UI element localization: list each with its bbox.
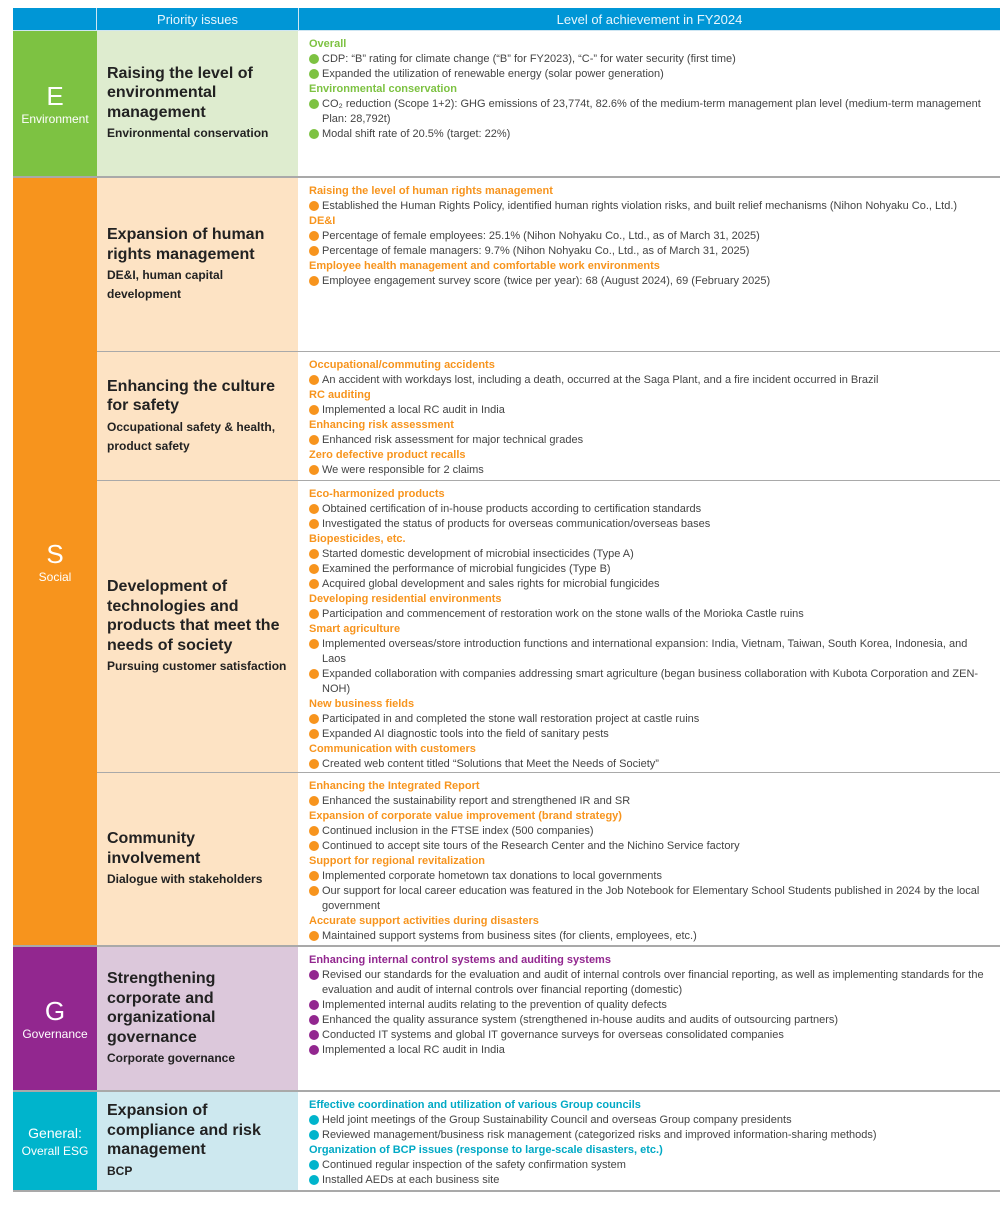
- bullet-dot-icon: [309, 276, 319, 286]
- achievement-item: [309, 637, 990, 667]
- achievement-item-text: Expanded the utilization of renewable energy (solar power generation): [322, 68, 664, 80]
- achievement-item-text: Continued inclusion in the FTSE index (500 companies): [322, 825, 594, 837]
- priority-issue-subtitle: Pursuing customer satisfaction: [107, 659, 287, 673]
- achievement-item: [309, 274, 990, 289]
- achievement-item-text: Established the Human Rights Policy, identified human rights violation risks, and built relief mechanisms (Nihon Nohyaku Co., Ltd.): [322, 200, 958, 212]
- priority-issue-cell: [97, 1092, 299, 1190]
- table-row: [97, 947, 1000, 1090]
- section-social: [13, 178, 1000, 947]
- achievement-item: [309, 577, 990, 592]
- bullet-dot-icon: [309, 405, 319, 415]
- achievement-subheading: Overall: [309, 38, 347, 50]
- achievement-item: [309, 97, 990, 127]
- achievement-item: [309, 199, 990, 214]
- achievement-cell: [299, 947, 1000, 1090]
- achievement-item-text: Maintained support systems from business sites (for clients, employees, etc.): [322, 930, 697, 942]
- achievement-item-text: Investigated the status of products for overseas communication/overseas bases: [322, 518, 711, 530]
- bullet-dot-icon: [309, 1130, 319, 1140]
- achievement-item-text: CDP: “B” rating for climate change (“B” for FY2023), “C-” for water security (first time): [322, 53, 736, 65]
- achievement-item: [309, 67, 990, 82]
- achievement-item: [309, 929, 990, 944]
- category-letter: E: [46, 80, 64, 111]
- bullet-dot-icon: [309, 1115, 319, 1125]
- table-row: [97, 480, 1000, 772]
- priority-issue-title: Raising the level of environmental management: [107, 64, 253, 121]
- achievement-item: [309, 52, 990, 67]
- achievement-item: [309, 869, 990, 884]
- achievement-item-text: Implemented a local RC audit in India: [322, 1044, 505, 1056]
- priority-issue-subtitle: Dialogue with stakeholders: [107, 872, 263, 886]
- bullet-dot-icon: [309, 129, 319, 139]
- bullet-dot-icon: [309, 519, 319, 529]
- achievement-item-text: Participation and commencement of restoration work on the stone walls of the Morioka Castle ruins: [322, 608, 804, 620]
- achievement-item: [309, 1128, 990, 1143]
- achievement-item-text: Acquired global development and sales rights for microbial fungicides: [322, 578, 660, 590]
- achievement-subheading: Expansion of corporate value improvement (brand strategy): [309, 810, 622, 822]
- achievement-item-text: Modal shift rate of 20.5% (target: 22%): [322, 128, 511, 140]
- achievement-item: [309, 562, 990, 577]
- achievement-item: [309, 127, 990, 142]
- achievement-item-text: Created web content titled “Solutions that Meet the Needs of Society”: [322, 758, 659, 770]
- achievement-subheading: Smart agriculture: [309, 623, 401, 635]
- section-governance: [13, 947, 1000, 1092]
- category-name: Environment: [21, 111, 89, 126]
- table-row: [97, 351, 1000, 480]
- category-name: Overall ESG: [21, 1144, 89, 1158]
- achievement-item-text: An accident with workdays lost, including a death, occurred at the Saga Plant, and a fire incident occurred in Brazil: [322, 374, 879, 386]
- header-achievement: Level of achievement in FY2024: [556, 11, 743, 27]
- achievement-subheading: Communication with customers: [309, 743, 476, 755]
- table-row: [97, 1092, 1000, 1190]
- achievement-item: [309, 757, 990, 772]
- bullet-dot-icon: [309, 669, 319, 679]
- achievement-subheading: Enhancing the Integrated Report: [309, 780, 480, 792]
- achievement-subheading: Raising the level of human rights management: [309, 185, 553, 197]
- achievement-subheading: Occupational/commuting accidents: [309, 359, 495, 371]
- category-letter: G: [44, 995, 66, 1026]
- bullet-dot-icon: [309, 54, 319, 64]
- achievement-item: [309, 1173, 990, 1188]
- achievement-cell: [299, 178, 1000, 351]
- table-row: [97, 772, 1000, 945]
- priority-issue-cell: [97, 947, 299, 1090]
- priority-issue-cell: [97, 352, 299, 480]
- achievement-item: [309, 244, 990, 259]
- bullet-dot-icon: [309, 841, 319, 851]
- bullet-dot-icon: [309, 729, 319, 739]
- achievement-item-text: Reviewed management/business risk management (categorized risks and improved information-sharing methods): [322, 1129, 877, 1141]
- category-letter: S: [46, 538, 64, 569]
- category-name: Governance: [22, 1026, 88, 1041]
- bullet-dot-icon: [309, 1030, 319, 1040]
- achievement-item-text: Continued regular inspection of the safety confirmation system: [322, 1159, 626, 1171]
- achievement-cell: [299, 352, 1000, 480]
- header-priority-issues: Priority issues: [97, 8, 299, 30]
- achievement-subheading: Enhancing risk assessment: [309, 419, 454, 431]
- achievement-item: [309, 1028, 990, 1043]
- bullet-dot-icon: [309, 375, 319, 385]
- priority-issue-subtitle: Occupational safety & health, product safety: [107, 419, 276, 453]
- priority-issue-title: Enhancing the culture for safety: [107, 377, 276, 414]
- priority-issue-cell: [97, 178, 299, 351]
- priority-issue-subtitle: BCP: [107, 1163, 133, 1178]
- achievement-cell: [299, 481, 1000, 772]
- achievement-item-text: Employee engagement survey score (twice per year): 68 (August 2024), 69 (February 2025): [322, 275, 771, 287]
- achievement-item-text: Implemented corporate hometown tax donations to local governments: [322, 870, 662, 882]
- achievement-subheading: RC auditing: [309, 389, 371, 401]
- achievement-subheading: Support for regional revitalization: [309, 855, 486, 867]
- achievement-item-text: CO₂ reduction (Scope 1+2): GHG emissions of 23,774t, 82.6% of the medium-term management plan level (medium-term management Plan: 28,792t): [322, 98, 981, 125]
- priority-issue-title: Development of technologies and products that meet the needs of society: [107, 578, 280, 654]
- achievement-item-text: Enhanced risk assessment for major technical grades: [322, 434, 584, 446]
- category-name: Social: [38, 569, 72, 584]
- priority-issue-title: Expansion of human rights management: [107, 226, 265, 263]
- achievement-item-text: Percentage of female managers: 9.7% (Nihon Nohyaku Co., Ltd., as of March 31, 2025): [322, 245, 750, 257]
- achievement-item: [309, 607, 990, 622]
- section-environment: [13, 31, 1000, 178]
- achievement-item: [309, 229, 990, 244]
- achievement-item-text: We were responsible for 2 claims: [322, 464, 484, 476]
- category-social: [13, 178, 97, 945]
- achievement-subheading: Environmental conservation: [309, 83, 457, 95]
- achievement-item-text: Our support for local career education was featured in the Job Notebook for Elementary School Students published in 2024 by the local government: [322, 885, 980, 912]
- achievement-item-text: Implemented a local RC audit in India: [322, 404, 505, 416]
- achievement-subheading: Accurate support activities during disasters: [309, 915, 539, 927]
- section-rows: [97, 31, 1000, 176]
- table-row: [97, 31, 1000, 176]
- achievement-item: [309, 1113, 990, 1128]
- achievement-item: [309, 517, 990, 532]
- achievement-subheading: Biopesticides, etc.: [309, 533, 406, 545]
- achievement-subheading: New business fields: [309, 698, 415, 710]
- achievement-item-text: Implemented overseas/store introduction functions and international expansion: India, Vietnam, Taiwan, South Korea, Indonesia, and Laos: [322, 638, 968, 665]
- achievement-item: [309, 839, 990, 854]
- bullet-dot-icon: [309, 1015, 319, 1025]
- achievement-item-text: Enhanced the sustainability report and strengthened IR and SR: [322, 795, 631, 807]
- bullet-dot-icon: [309, 1000, 319, 1010]
- achievement-item-text: Expanded collaboration with companies addressing smart agriculture (began business collaboration with Kubota Corporation and ZEN-NOH): [322, 668, 979, 695]
- achievement-subheading: Zero defective product recalls: [309, 449, 466, 461]
- achievement-subheading: Enhancing internal control systems and auditing systems: [309, 954, 611, 966]
- achievement-item: [309, 884, 990, 914]
- bullet-dot-icon: [309, 201, 319, 211]
- achievement-subheading: Organization of BCP issues (response to large-scale disasters, etc.): [309, 1144, 663, 1156]
- achievement-item-text: Started domestic development of microbial insecticides (Type A): [322, 548, 634, 560]
- bullet-dot-icon: [309, 759, 319, 769]
- achievement-item: [309, 403, 990, 418]
- priority-issue-cell: [97, 31, 299, 176]
- bullet-dot-icon: [309, 564, 319, 574]
- bullet-dot-icon: [309, 99, 319, 109]
- bullet-dot-icon: [309, 1045, 319, 1055]
- section-general: [13, 1092, 1000, 1192]
- achievement-subheading: Employee health management and comfortable work environments: [309, 260, 660, 272]
- achievement-cell: [299, 1092, 1000, 1190]
- achievement-item: [309, 433, 990, 448]
- bullet-dot-icon: [309, 246, 319, 256]
- table-row: [97, 178, 1000, 351]
- achievement-item-text: Expanded AI diagnostic tools into the field of sanitary pests: [322, 728, 609, 740]
- priority-issue-subtitle: Corporate governance: [107, 1051, 236, 1065]
- category-environment: [13, 31, 97, 176]
- priority-issue-title: Strengthening corporate and organizational governance: [107, 970, 216, 1046]
- bullet-dot-icon: [309, 639, 319, 649]
- bullet-dot-icon: [309, 579, 319, 589]
- achievement-item-text: Enhanced the quality assurance system (strengthened in-house audits and audits of outsourcing partners): [322, 1014, 839, 1026]
- achievement-item-text: Conducted IT systems and global IT governance surveys for overseas consolidated companies: [322, 1029, 784, 1041]
- achievement-item-text: Examined the performance of microbial fungicides (Type B): [322, 563, 611, 575]
- bullet-dot-icon: [309, 1175, 319, 1185]
- priority-issue-title: Community involvement: [107, 830, 201, 867]
- achievement-item-text: Installed AEDs at each business site: [322, 1174, 500, 1186]
- achievement-item: [309, 824, 990, 839]
- bullet-dot-icon: [309, 970, 319, 980]
- category-general: [13, 1092, 97, 1190]
- achievement-cell: [299, 773, 1000, 945]
- priority-issue-cell: [97, 481, 299, 772]
- achievement-item: [309, 968, 990, 998]
- bullet-dot-icon: [309, 886, 319, 896]
- achievement-subheading: Effective coordination and utilization of various Group councils: [309, 1099, 641, 1111]
- category-governance: [13, 947, 97, 1090]
- bullet-dot-icon: [309, 69, 319, 79]
- achievement-cell: [299, 31, 1000, 176]
- achievement-item: [309, 1043, 990, 1058]
- achievement-item: [309, 667, 990, 697]
- priority-issue-subtitle: DE&I, human capital development: [107, 268, 224, 301]
- achievement-item-text: Obtained certification of in-house products according to certification standards: [322, 503, 702, 515]
- section-rows: [97, 947, 1000, 1090]
- bullet-dot-icon: [309, 714, 319, 724]
- achievement-item-text: Implemented internal audits relating to the prevention of quality defects: [322, 999, 667, 1011]
- achievement-subheading: Developing residential environments: [309, 593, 502, 605]
- bullet-dot-icon: [309, 931, 319, 941]
- section-rows: [97, 1092, 1000, 1190]
- achievement-item: [309, 1013, 990, 1028]
- achievement-item: [309, 794, 990, 809]
- table-header: [13, 8, 1000, 31]
- achievement-item: [309, 998, 990, 1013]
- achievement-item-text: Held joint meetings of the Group Sustainability Council and overseas Group company presidents: [322, 1114, 792, 1126]
- bullet-dot-icon: [309, 435, 319, 445]
- achievement-item-text: Percentage of female employees: 25.1% (Nihon Nohyaku Co., Ltd., as of March 31, 2025): [322, 230, 760, 242]
- bullet-dot-icon: [309, 609, 319, 619]
- section-rows: [97, 178, 1000, 945]
- bullet-dot-icon: [309, 504, 319, 514]
- bullet-dot-icon: [309, 465, 319, 475]
- category-letter: General:: [28, 1125, 82, 1141]
- achievement-item-text: Continued to accept site tours of the Research Center and the Nichino Service factory: [322, 840, 740, 852]
- achievement-item: [309, 502, 990, 517]
- achievement-item-text: Revised our standards for the evaluation and audit of internal controls over financial reporting, as well as implementing standards for the evaluation and audit of internal controls over financial reporting (domestic): [322, 969, 984, 996]
- achievement-item: [309, 1158, 990, 1173]
- achievement-item: [309, 373, 990, 388]
- bullet-dot-icon: [309, 549, 319, 559]
- achievement-item: [309, 547, 990, 562]
- priority-issue-cell: [97, 773, 299, 945]
- achievement-item: [309, 463, 990, 478]
- achievement-subheading: DE&I: [309, 215, 336, 227]
- header-category-cell: [13, 8, 97, 30]
- bullet-dot-icon: [309, 231, 319, 241]
- achievement-subheading: Eco-harmonized products: [309, 488, 445, 500]
- bullet-dot-icon: [309, 1160, 319, 1170]
- priority-issue-subtitle: Environmental conservation: [107, 126, 269, 141]
- bullet-dot-icon: [309, 871, 319, 881]
- achievement-item: [309, 727, 990, 742]
- bullet-dot-icon: [309, 826, 319, 836]
- achievement-item-text: Participated in and completed the stone wall restoration project at castle ruins: [322, 713, 700, 725]
- priority-issue-title: Expansion of compliance and risk management: [107, 1102, 261, 1159]
- esg-achievement-table: [13, 8, 1000, 1192]
- bullet-dot-icon: [309, 796, 319, 806]
- achievement-item: [309, 712, 990, 727]
